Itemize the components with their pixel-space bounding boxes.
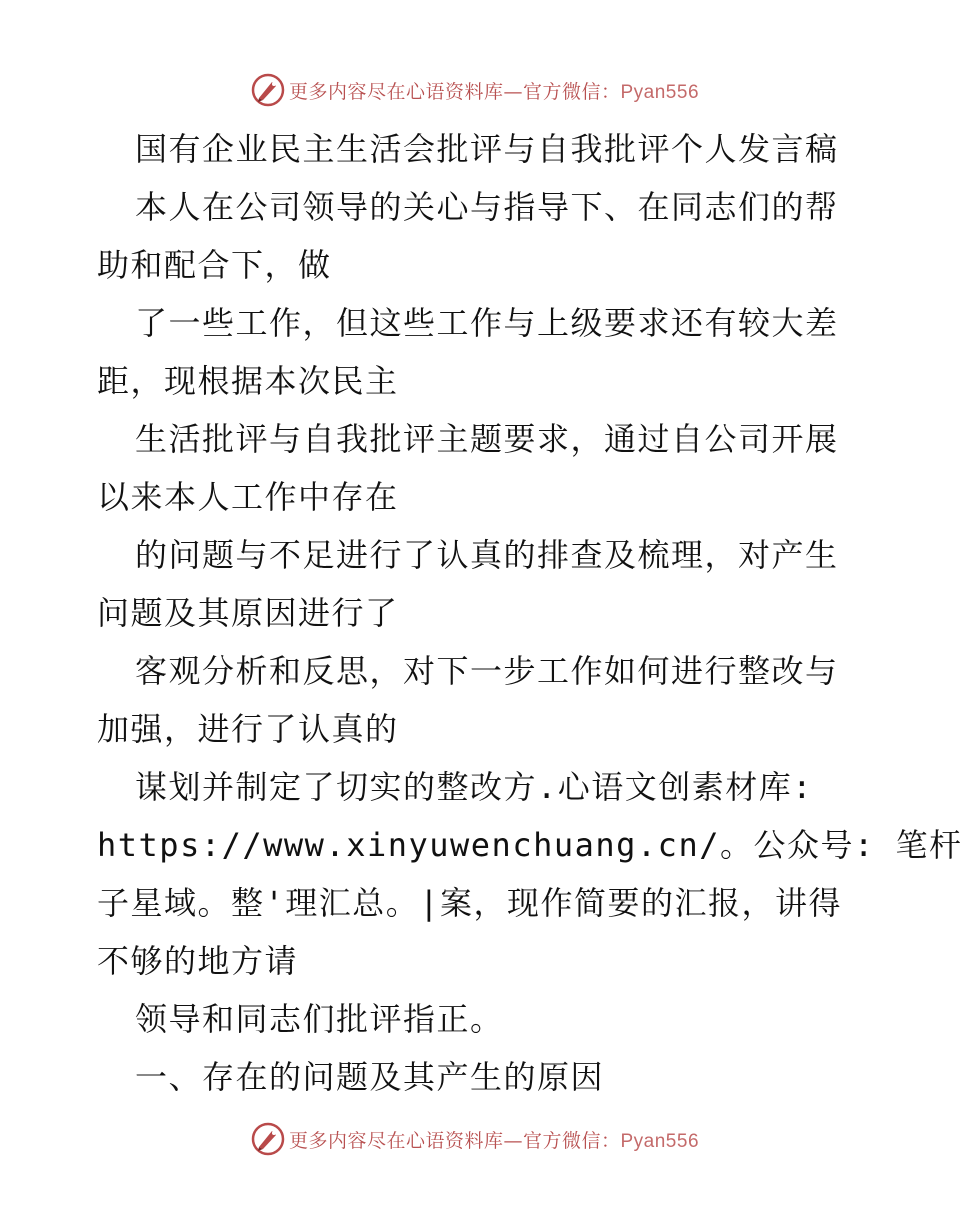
paragraph-line: 子星域。整'理汇总。|案，现作简要的汇报，讲得 (97, 884, 843, 922)
header-banner (0, 72, 950, 108)
paragraph-line: 客观分析和反思，对下一步工作如何进行整改与 (135, 652, 839, 690)
paragraph-line: 助和配合下，做 (97, 246, 332, 284)
document-body (97, 120, 963, 1106)
paragraph-line: 领导和同志们批评指正。 (135, 1000, 504, 1038)
paragraph-line-url: https://www.xinyuwenchuang.cn/。公众号: 笔杆 (97, 826, 963, 864)
footer-banner (0, 1121, 950, 1157)
pen-logo-icon (251, 73, 285, 107)
banner-text (289, 77, 699, 104)
banner-wechat-id: Pyan556 (620, 1130, 700, 1152)
banner-wechat-label: 官方微信： (522, 1129, 621, 1152)
paragraph-line: 生活批评与自我批评主题要求，通过自公司开展 (135, 420, 839, 458)
paragraph-line: 加强，进行了认真的 (97, 710, 399, 748)
paragraph-line: 以来本人工作中存在 (97, 478, 399, 516)
paragraph-line: 的问题与不足进行了认真的排查及梳理，对产生 (135, 536, 839, 574)
banner-wechat-label: 官方微信： (522, 80, 621, 103)
banner-separator: — (503, 1129, 523, 1152)
banner-wechat-id: Pyan556 (620, 81, 700, 103)
paragraph-line: 距，现根据本次民主 (97, 362, 399, 400)
banner-site-text: 更多内容尽在心语资料库 (288, 1129, 504, 1152)
document-title: 国有企业民主生活会批评与自我批评个人发言稿 (135, 130, 839, 168)
paragraph-line: 本人在公司领导的关心与指导下、在同志们的帮 (135, 188, 839, 226)
banner-site-text: 更多内容尽在心语资料库 (288, 80, 504, 103)
banner-text (289, 1126, 699, 1153)
paragraph-line: 不够的地方请 (97, 942, 299, 980)
pen-logo-icon (251, 1122, 285, 1156)
section-heading: 一、存在的问题及其产生的原因 (135, 1058, 605, 1096)
paragraph-line: 了一些工作，但这些工作与上级要求还有较大差 (135, 304, 839, 342)
paragraph-line: 谋划并制定了切实的整改方.心语文创素材库: (135, 768, 814, 806)
paragraph-line: 问题及其原因进行了 (97, 594, 399, 632)
banner-separator: — (503, 80, 523, 103)
